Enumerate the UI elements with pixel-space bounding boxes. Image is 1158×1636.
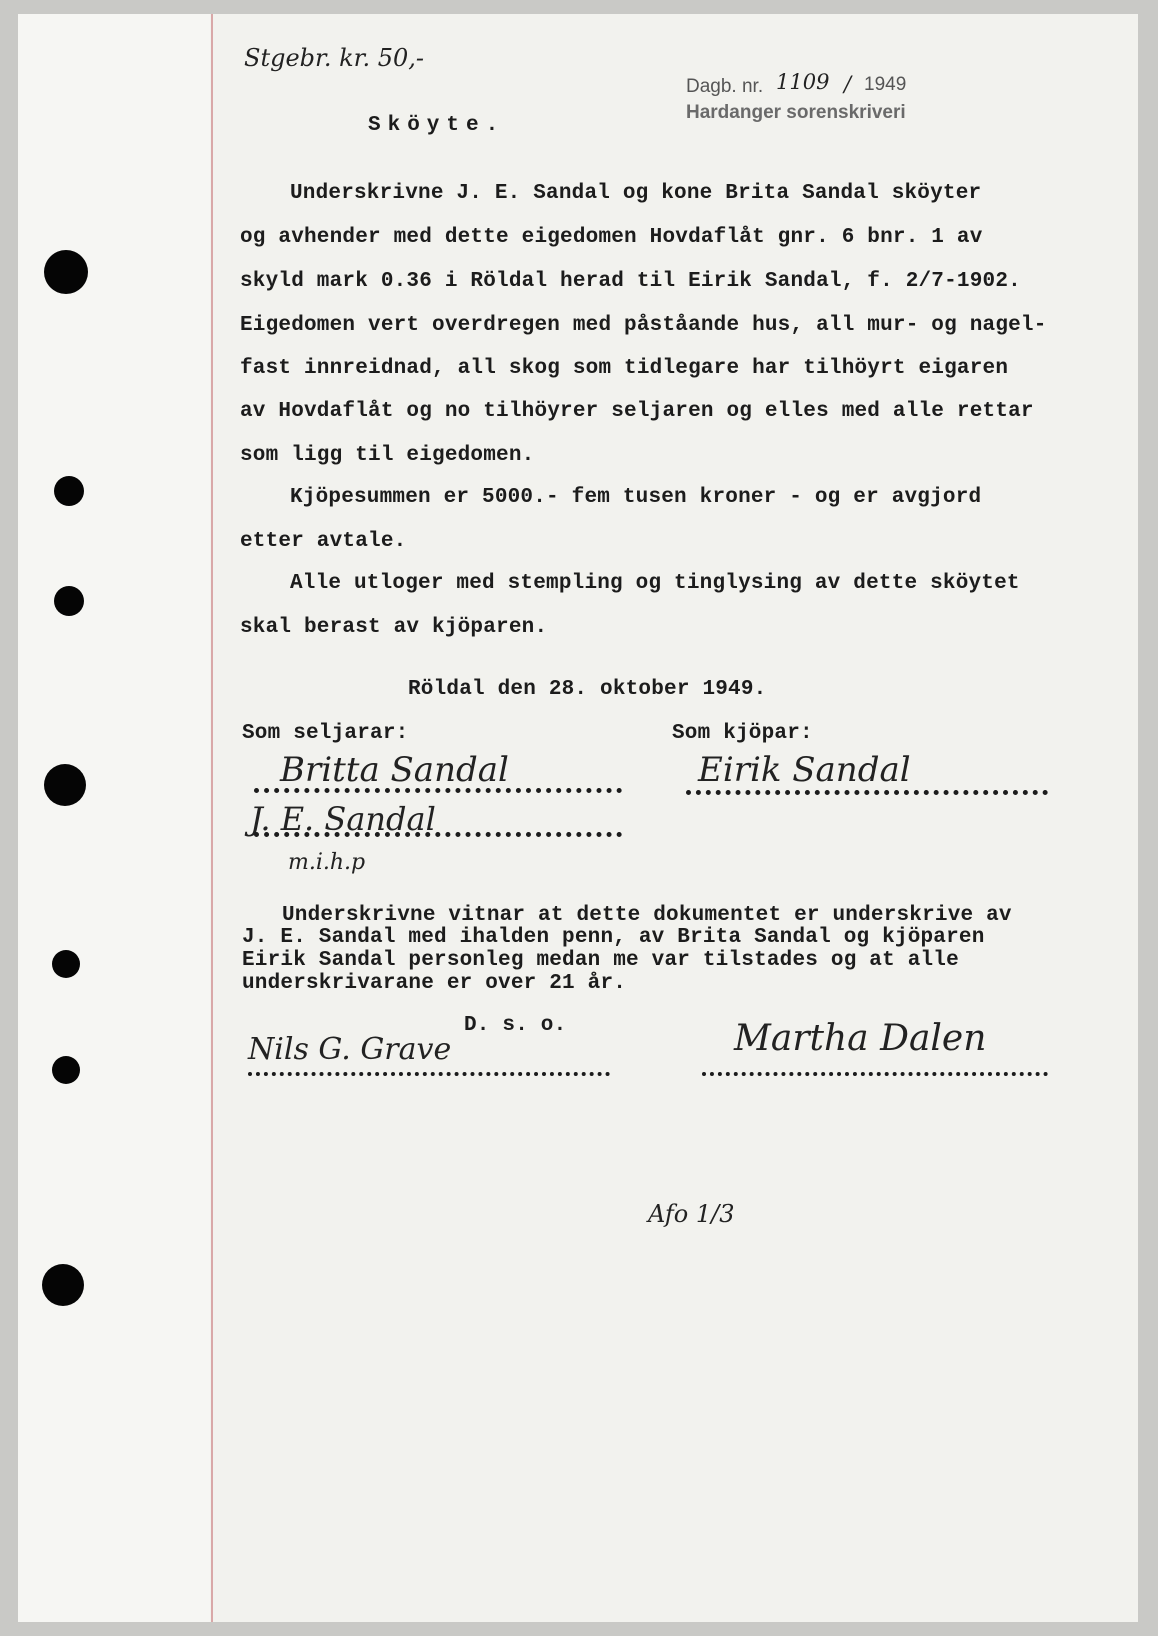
stamp-number: 1109 [776,70,830,94]
body-line: av Hovdaflåt og no tilhöyrer seljaren og elles med alle rettar [240,400,1034,423]
body-line: skal berast av kjöparen. [240,616,548,639]
signature-line [702,1072,1048,1076]
punch-hole [42,1264,84,1306]
body-line: etter avtale. [240,530,407,553]
body-line: som ligg til eigedomen. [240,444,535,467]
punch-hole [54,476,84,506]
punch-hole [44,764,86,806]
body-line: Alle utloger med stempling og tinglysing av dette sköytet [290,572,1020,595]
witness-line: underskrivarane er over 21 år. [242,972,627,995]
stamp-slash: / [844,72,852,96]
body-line: skyld mark 0.36 i Röldal herad til Eirik Sandal, f. 2/7-1902. [240,270,1021,293]
witness-signature-nils: Nils G. Grave [248,1032,452,1067]
seller-signature-je: J. E. Sandal [250,800,436,838]
signature-note: m.i.h.p [288,850,366,875]
stamp-year: 1949 [864,74,907,95]
body-line: Kjöpesummen er 5000.- fem tusen kroner - og er avgjord [290,486,982,509]
witness-line: Eirik Sandal personleg medan me var tilstades og at alle [242,949,959,972]
witness-line: Underskrivne vitnar at dette dokumentet er underskrive av [282,904,1012,927]
punch-hole [52,950,80,978]
body-line: Eigedomen vert overdregen med påståande hus, all mur- og nagel- [240,314,1047,337]
punch-hole [44,250,88,294]
stamp-fee-note: Stgebr. kr. 50,- [244,44,425,72]
binding-margin [18,14,210,1622]
seller-signature-brita: Britta Sandal [280,750,509,790]
body-line: fast innreidnad, all skog som tidlegare har tilhöyrt eigaren [240,357,1009,380]
punch-hole [54,586,84,616]
witness-line: J. E. Sandal med ihalden penn, av Brita Sandal og kjöparen [242,926,985,949]
document-title: Sköyte. [368,114,506,137]
buyer-label: Som kjöpar: [672,722,813,745]
body-line: Underskrivne J. E. Sandal og kone Brita Sandal sköyter [290,182,982,205]
stamp-office: Hardanger sorenskriveri [686,102,906,123]
dso-marker: D. s. o. [464,1014,567,1037]
seller-label: Som seljarar: [242,722,409,745]
signature-line [254,788,622,793]
signature-line [686,790,1048,795]
stamp-label: Dagb. nr. [686,76,764,97]
bottom-note: Afo 1/3 [648,1200,735,1228]
body-line: og avhender med dette eigedomen Hovdaflåt gnr. 6 bnr. 1 av [240,226,983,249]
place-date: Röldal den 28. oktober 1949. [408,678,767,701]
signature-line [254,832,622,837]
buyer-signature-eirik: Eirik Sandal [698,750,911,790]
document-page [18,14,1138,1622]
witness-signature-martha: Martha Dalen [734,1018,987,1059]
signature-line [248,1072,610,1076]
margin-rule [211,14,213,1622]
punch-hole [52,1056,80,1084]
